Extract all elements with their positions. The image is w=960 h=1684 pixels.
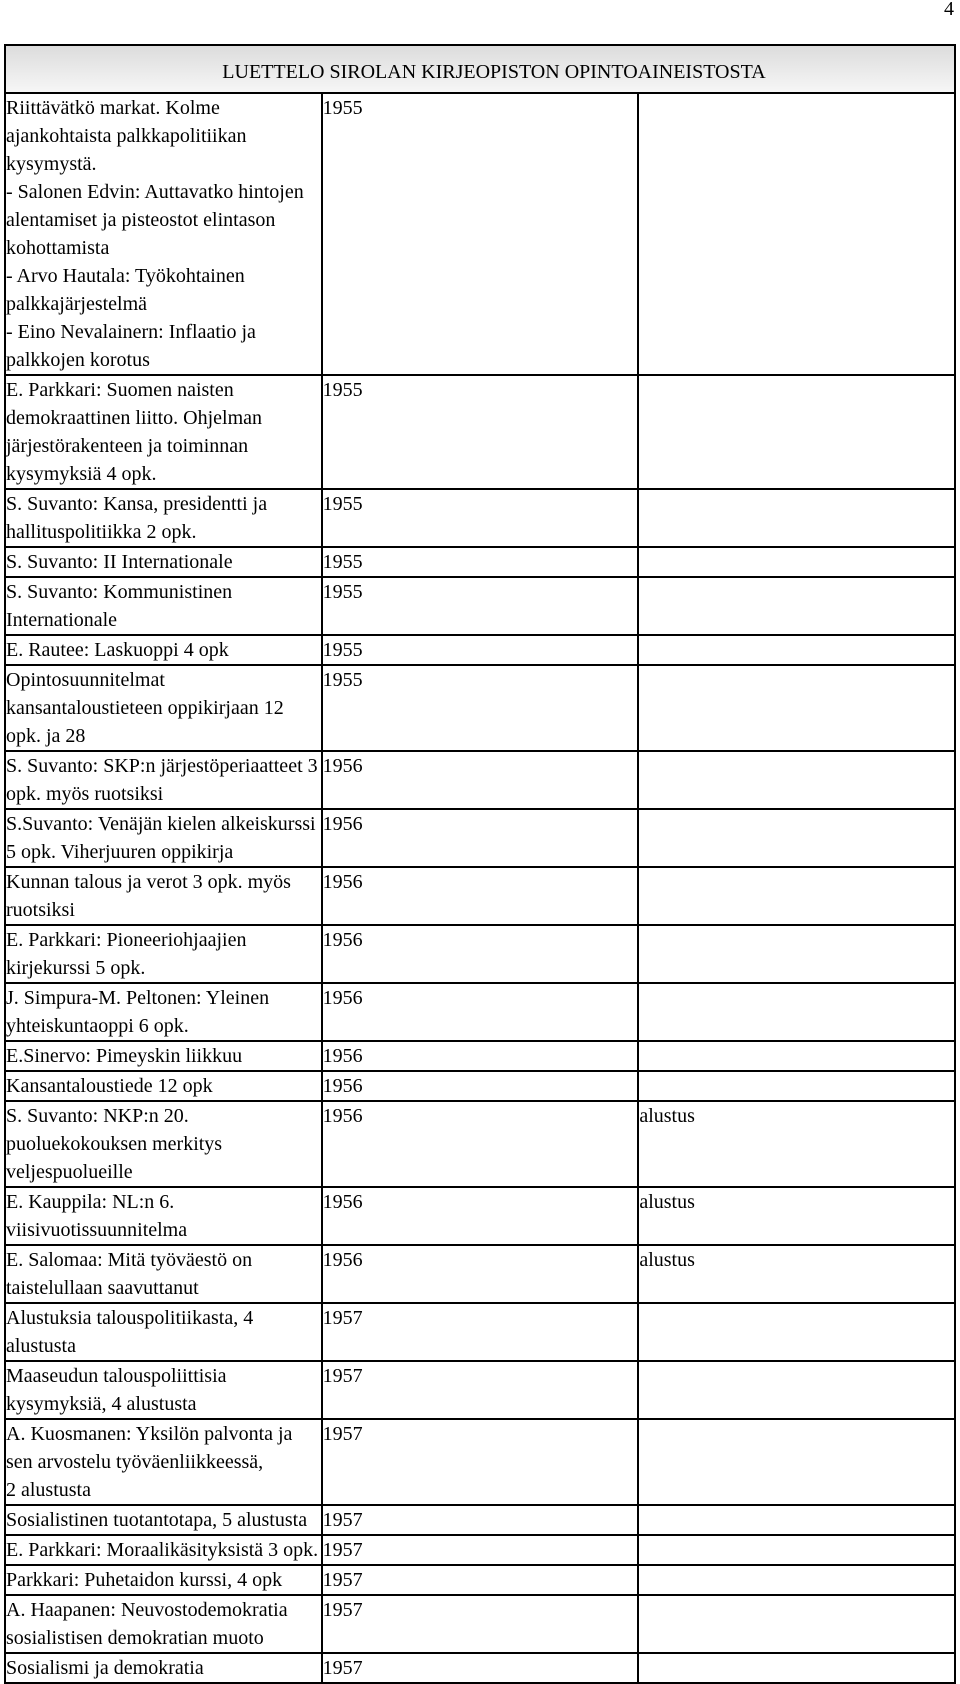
catalog-row <box>5 1245 955 1303</box>
entry-title-line: E. Salomaa: Mitä työväestö on taistelullaan saavuttanut <box>6 1249 253 1299</box>
catalog-row <box>5 867 955 925</box>
catalog-row <box>5 751 955 809</box>
entry-year: 1955 <box>322 635 639 665</box>
entry-note <box>638 1535 955 1565</box>
entry-title-line: S. Suvanto: Kansa, presidentti ja hallituspolitiikka 2 opk. <box>6 493 268 543</box>
entry-title-line: E. Parkkari: Moraalikäsityksistä 3 opk. <box>6 1539 319 1561</box>
catalog-row <box>5 1101 955 1187</box>
entry-title-cell <box>5 1071 322 1101</box>
entry-title-line: E. Parkkari: Suomen naisten demokraattinen liitto. Ohjelman <box>6 379 263 429</box>
entry-title-cell <box>5 1419 322 1505</box>
entry-note <box>638 547 955 577</box>
entry-title-line: S. Suvanto: Kommunistinen Internationale <box>6 581 233 631</box>
entry-note <box>638 1303 955 1361</box>
catalog-row <box>5 489 955 547</box>
entry-title-line: S. Suvanto: NKP:n 20. puoluekokouksen merkitys veljespuolueille <box>6 1105 223 1183</box>
entry-year: 1955 <box>322 665 639 751</box>
entry-note <box>638 1041 955 1071</box>
entry-title-line: S. Suvanto: II Internationale <box>6 551 233 573</box>
entry-note <box>638 1071 955 1101</box>
entry-note <box>638 1565 955 1595</box>
catalog-row <box>5 983 955 1041</box>
entry-title-cell <box>5 1303 322 1361</box>
entry-title-cell <box>5 1505 322 1535</box>
entry-note <box>638 1419 955 1505</box>
entry-year: 1956 <box>322 1041 639 1071</box>
entry-title-line: Sosialistinen tuotantotapa, 5 alustusta <box>6 1509 308 1531</box>
entry-title-cell <box>5 1361 322 1419</box>
entry-note <box>638 1361 955 1419</box>
entry-title-line: 2 alustusta <box>6 1479 91 1501</box>
entry-note: alustus <box>638 1101 955 1187</box>
entry-year: 1956 <box>322 925 639 983</box>
entry-title-line: Kunnan talous ja verot 3 opk. myös ruotsiksi <box>6 871 291 921</box>
entry-title-cell <box>5 1187 322 1245</box>
entry-title-cell <box>5 489 322 547</box>
catalog-row <box>5 577 955 635</box>
entry-title-cell <box>5 1535 322 1565</box>
entry-title-line: Alustuksia talouspolitiikasta, 4 alustusta <box>6 1307 254 1357</box>
catalog-row <box>5 547 955 577</box>
catalog-row <box>5 1303 955 1361</box>
entry-title-line: A. Kuosmanen: Yksilön palvonta ja sen arvostelu työväenliikkeessä, <box>6 1423 293 1473</box>
catalog-row <box>5 1505 955 1535</box>
catalog-row <box>5 665 955 751</box>
entry-title-cell <box>5 809 322 867</box>
entry-year: 1957 <box>322 1535 639 1565</box>
entry-note <box>638 375 955 489</box>
entry-title-cell <box>5 1595 322 1653</box>
entry-year: 1956 <box>322 983 639 1041</box>
entry-note <box>638 577 955 635</box>
catalog-row <box>5 925 955 983</box>
entry-year: 1957 <box>322 1361 639 1419</box>
catalog-row <box>5 1041 955 1071</box>
entry-title-line: Riittävätkö markat. Kolme ajankohtaista palkkapolitiikan kysymystä. <box>6 97 247 175</box>
entry-note <box>638 1595 955 1653</box>
entry-title-line: E. Parkkari: Pioneeriohjaajien kirjekurssi 5 opk. <box>6 929 247 979</box>
entry-note <box>638 925 955 983</box>
entry-title-cell <box>5 93 322 375</box>
entry-title-cell <box>5 1041 322 1071</box>
catalog-row <box>5 809 955 867</box>
entry-title-cell <box>5 867 322 925</box>
entry-year: 1956 <box>322 1245 639 1303</box>
entry-title-cell <box>5 983 322 1041</box>
entry-title-line: E. Kauppila: NL:n 6. viisivuotissuunnitelma <box>6 1191 188 1241</box>
entry-year: 1957 <box>322 1653 639 1683</box>
entry-title-line: Opintosuunnitelmat kansantaloustieteen oppikirjaan 12 opk. ja 28 <box>6 669 284 747</box>
entry-note: alustus <box>638 1187 955 1245</box>
entry-title-cell <box>5 665 322 751</box>
catalog-row <box>5 93 955 375</box>
entry-title-cell <box>5 925 322 983</box>
entry-title-line: Kansantaloustiede 12 opk <box>6 1075 213 1097</box>
catalog-row <box>5 1361 955 1419</box>
entry-year: 1955 <box>322 375 639 489</box>
catalog-row <box>5 635 955 665</box>
page-number: 4 <box>944 0 954 20</box>
entry-note <box>638 635 955 665</box>
entry-year: 1956 <box>322 1187 639 1245</box>
entry-title-line: Parkkari: Puhetaidon kurssi, 4 opk <box>6 1569 283 1591</box>
entry-year: 1957 <box>322 1565 639 1595</box>
entry-year: 1957 <box>322 1595 639 1653</box>
title-row <box>5 45 955 93</box>
catalog-row <box>5 1535 955 1565</box>
entry-note <box>638 489 955 547</box>
catalog-row <box>5 1419 955 1505</box>
entry-title-line: järjestörakenteen ja toiminnan kysymyksiä 4 opk. <box>6 435 249 485</box>
entry-year: 1957 <box>322 1303 639 1361</box>
entry-title-cell <box>5 751 322 809</box>
entry-title-cell <box>5 1653 322 1683</box>
entry-title-cell <box>5 547 322 577</box>
entry-title-cell <box>5 1101 322 1187</box>
catalog-row <box>5 1653 955 1683</box>
entry-title-line: Sosialismi ja demokratia <box>6 1657 204 1679</box>
title-cell <box>5 45 955 93</box>
entry-note <box>638 665 955 751</box>
catalog-row <box>5 1595 955 1653</box>
entry-title-cell <box>5 1245 322 1303</box>
entry-year: 1955 <box>322 547 639 577</box>
entry-note <box>638 1505 955 1535</box>
entry-year: 1955 <box>322 489 639 547</box>
catalog-row <box>5 1565 955 1595</box>
entry-year: 1956 <box>322 751 639 809</box>
entry-title-cell <box>5 635 322 665</box>
entry-title-line: S. Suvanto: SKP:n järjestöperiaatteet 3 opk. myös ruotsiksi <box>6 755 318 805</box>
catalog-row <box>5 375 955 489</box>
entry-title-line: - Salonen Edvin: Auttavatko hintojen alentamiset ja pisteostot elintason <box>6 181 304 231</box>
entry-title-line: E. Rautee: Laskuoppi 4 opk <box>6 639 229 661</box>
entry-year: 1957 <box>322 1505 639 1535</box>
entry-note <box>638 809 955 867</box>
entry-year: 1955 <box>322 93 639 375</box>
entry-title-cell <box>5 577 322 635</box>
entry-note <box>638 983 955 1041</box>
page-title: LUETTELO SIROLAN KIRJEOPISTON OPINTOAINEISTOSTA <box>222 61 766 83</box>
entry-year: 1955 <box>322 577 639 635</box>
entry-title-cell <box>5 1565 322 1595</box>
entry-year: 1956 <box>322 1071 639 1101</box>
catalog-row <box>5 1187 955 1245</box>
entry-year: 1956 <box>322 867 639 925</box>
entry-note <box>638 93 955 375</box>
entry-title-line: - Arvo Hautala: Työkohtainen palkkajärjestelmä <box>6 265 245 315</box>
entry-title-line: E.Sinervo: Pimeyskin liikkuu <box>6 1045 243 1067</box>
catalog-body <box>5 45 955 1683</box>
entry-year: 1956 <box>322 809 639 867</box>
entry-title-line: kohottamista <box>6 237 110 259</box>
catalog-table <box>4 44 956 1684</box>
entry-note <box>638 1653 955 1683</box>
entry-year: 1957 <box>322 1419 639 1505</box>
entry-title-line: J. Simpura-M. Peltonen: Yleinen yhteiskuntaoppi 6 opk. <box>6 987 270 1037</box>
entry-note: alustus <box>638 1245 955 1303</box>
entry-title-cell <box>5 375 322 489</box>
entry-note <box>638 867 955 925</box>
entry-title-line: S.Suvanto: Venäjän kielen alkeiskurssi 5 opk. Viherjuuren oppikirja <box>6 813 316 863</box>
entry-title-line: - Eino Nevalainern: Inflaatio ja palkkojen korotus <box>6 321 256 371</box>
entry-title-line: Maaseudun talouspoliittisia kysymyksiä, 4 alustusta <box>6 1365 227 1415</box>
entry-year: 1956 <box>322 1101 639 1187</box>
entry-title-line: A. Haapanen: Neuvostodemokratia sosialistisen demokratian muoto <box>6 1599 288 1649</box>
catalog-row <box>5 1071 955 1101</box>
entry-note <box>638 751 955 809</box>
